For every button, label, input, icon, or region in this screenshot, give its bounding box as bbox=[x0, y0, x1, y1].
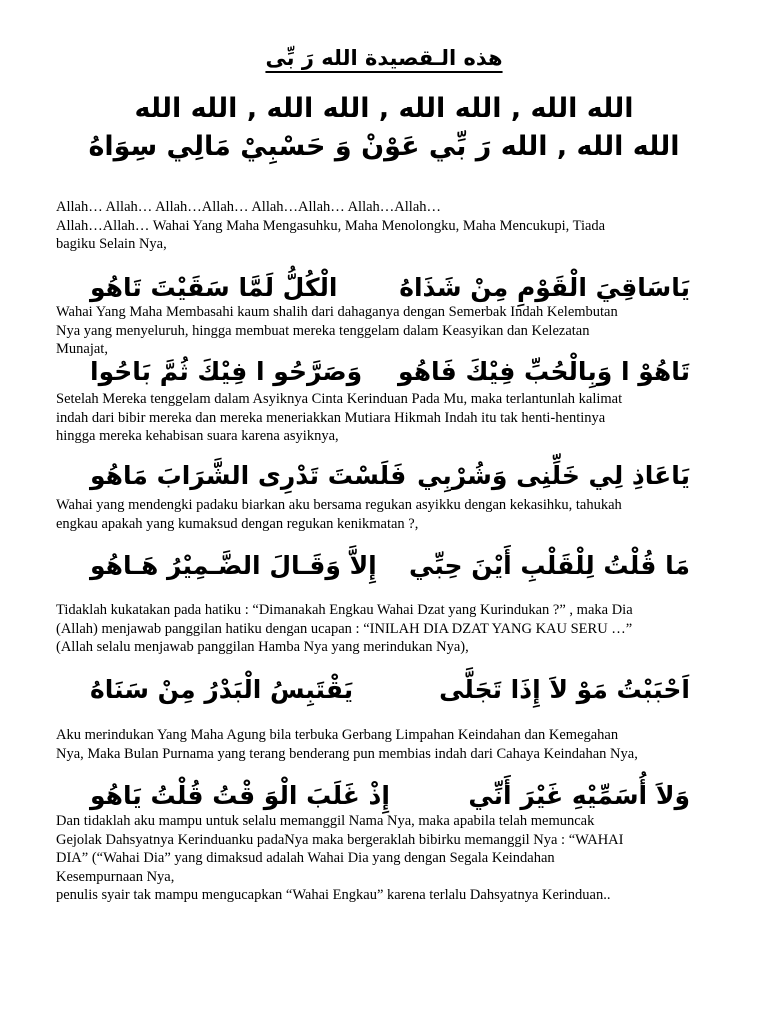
verse-hemistich-right: يَاسَاقِيَ الْقَوْمِ مِنْ شَذَاهُ bbox=[399, 273, 690, 302]
translation-line: indah dari bibir mereka dan mereka meneriakkan Mutiara Hikmah Indah itu tak henti-hentinya bbox=[56, 409, 606, 426]
translation-line: bagiku Selain Nya, bbox=[56, 236, 167, 252]
verse-hemistich-left: يَقْتَبِسُ الْبَدْرُ مِنْ سَنَاهُ bbox=[90, 675, 354, 704]
verse-4 bbox=[90, 546, 690, 586]
verse-hemistich-left: إِلاَّ وَقَـالَ الضَّـمِيْرُ هَـاهُو bbox=[90, 551, 377, 580]
verse-1 bbox=[90, 268, 690, 308]
translation-line: Aku merindukan Yang Maha Agung bila terbuka Gerbang Limpahan Keindahan dan Kemegahan bbox=[56, 727, 619, 743]
poem-title-text: هذه الـقصيدة الله رَ بِّى bbox=[265, 46, 503, 70]
verse-hemistich-left: فَلَسْتَ تَدْرِى الشَّرَابَ مَاهُو bbox=[90, 461, 407, 490]
translation-line: (Allah) menjawab panggilan hatiku dengan ucapan : “INILAH DIA DZAT YANG KAU SERU …” bbox=[56, 620, 633, 637]
translation-line: Dan tidaklah aku mampu untuk selalu memanggil Nama Nya, maka apabila telah memuncak bbox=[56, 813, 595, 829]
verse-hemistich-right: وَلاَ أُسَمِّيْهِ غَيْرَ أَنِّي bbox=[468, 781, 690, 810]
verse-hemistich-right: يَاعَاذِ لِي خَلِّنِى وَشُرْبِي bbox=[417, 461, 690, 490]
translation-line: Nya yang menyeluruh, hingga membuat mereka tenggelam dalam Keasyikan dan Kelezatan bbox=[56, 322, 590, 339]
verse-2 bbox=[90, 352, 690, 392]
translation-5 bbox=[56, 726, 664, 763]
translation-line: Allah…Allah… Wahai Yang Maha Mengasuhku, Maha Menolongku, Maha Mencukupi, Tiada bbox=[56, 217, 606, 234]
translation-line: Nya, Maka Bulan Purnama yang terang benderang pun membias indah dari Cahaya Keindahan Nya, bbox=[56, 745, 638, 762]
translation-line: Wahai yang mendengki padaku biarkan aku bersama regukan asyikku dengan kekasihku, tahukah bbox=[56, 497, 622, 513]
translation-line: Kesempurnaan Nya, bbox=[56, 868, 175, 885]
translation-line: penulis syair tak mampu mengucapkan “Wahai Engkau” karena terlalu Dahsyatnya Kerinduan.. bbox=[56, 887, 611, 903]
poem-title bbox=[0, 46, 768, 70]
verse-hemistich-left: وَصَرَّحُو ا فِيْكَ ثُمَّ بَاحُوا bbox=[90, 357, 363, 386]
verse-hemistich-left: إِذْ غَلَبَ الْوَ قْتُ قُلْتُ يَاهُو bbox=[90, 781, 390, 810]
translation-line: engkau apakah yang kumaksud dengan regukan kenikmatan ?, bbox=[56, 515, 419, 532]
translation-line: Allah… Allah… Allah…Allah… Allah…Allah… Allah…Allah… bbox=[56, 199, 442, 215]
verse-3 bbox=[90, 456, 690, 496]
translation-4 bbox=[56, 601, 664, 657]
intro-translation bbox=[56, 198, 664, 254]
translation-3 bbox=[56, 496, 664, 533]
verse-hemistich-left: الْكُلُّ لَمَّا سَقَيْتَ تَاهُو bbox=[90, 273, 338, 302]
verse-hemistich-right: مَا قُلْتُ لِلْقَلْبِ أَيْنَ حِبِّي bbox=[409, 551, 690, 580]
translation-line: Setelah Mereka tenggelam dalam Asyiknya Cinta Kerinduan Pada Mu, maka terlantunlah kalimat bbox=[56, 391, 623, 407]
translation-line: Gejolak Dahsyatnya Kerinduanku padaNya maka bergeraklah bibirku memanggil Nya : “WAHAI bbox=[56, 831, 624, 848]
verse-6 bbox=[90, 776, 690, 816]
translation-line: DIA” (“Wahai Dia” yang dimaksud adalah Wahai Dia yang dengan Segala Keindahan bbox=[56, 850, 555, 866]
translation-line: hingga mereka kehabisan suara karena asyiknya, bbox=[56, 428, 339, 444]
translation-line: (Allah selalu menjawab panggilan Hamba Nya yang merindukan Nya), bbox=[56, 639, 469, 655]
translation-1 bbox=[56, 303, 664, 359]
opening-line-1: الله الله , الله الله , الله الله , الله الله bbox=[134, 93, 634, 124]
verse-5 bbox=[90, 670, 690, 710]
translation-line: Tidaklah kukatakan pada hatiku : “Dimanakah Engkau Wahai Dzat yang Kurindukan ?” , maka Dia bbox=[56, 602, 633, 618]
verse-hemistich-right: تَاهُوْ ا وَبِالْحُبِّ فِيْكَ فَاهُو bbox=[398, 357, 690, 386]
translation-2 bbox=[56, 390, 664, 446]
verse-hemistich-right: اَحْبَبْتُ مَوْ لاَ إِذَا تَجَلَّى bbox=[439, 675, 690, 704]
translation-line: Munajat, bbox=[56, 341, 108, 357]
translation-line: Wahai Yang Maha Membasahi kaum shalih dari dahaganya dengan Semerbak Indah Kelembutan bbox=[56, 304, 618, 320]
opening-line-2: الله الله , الله رَ بِّي عَوْنْ وَ حَسْبِيْ مَالِي سِوَاهُ bbox=[88, 131, 680, 162]
translation-6 bbox=[56, 812, 664, 905]
